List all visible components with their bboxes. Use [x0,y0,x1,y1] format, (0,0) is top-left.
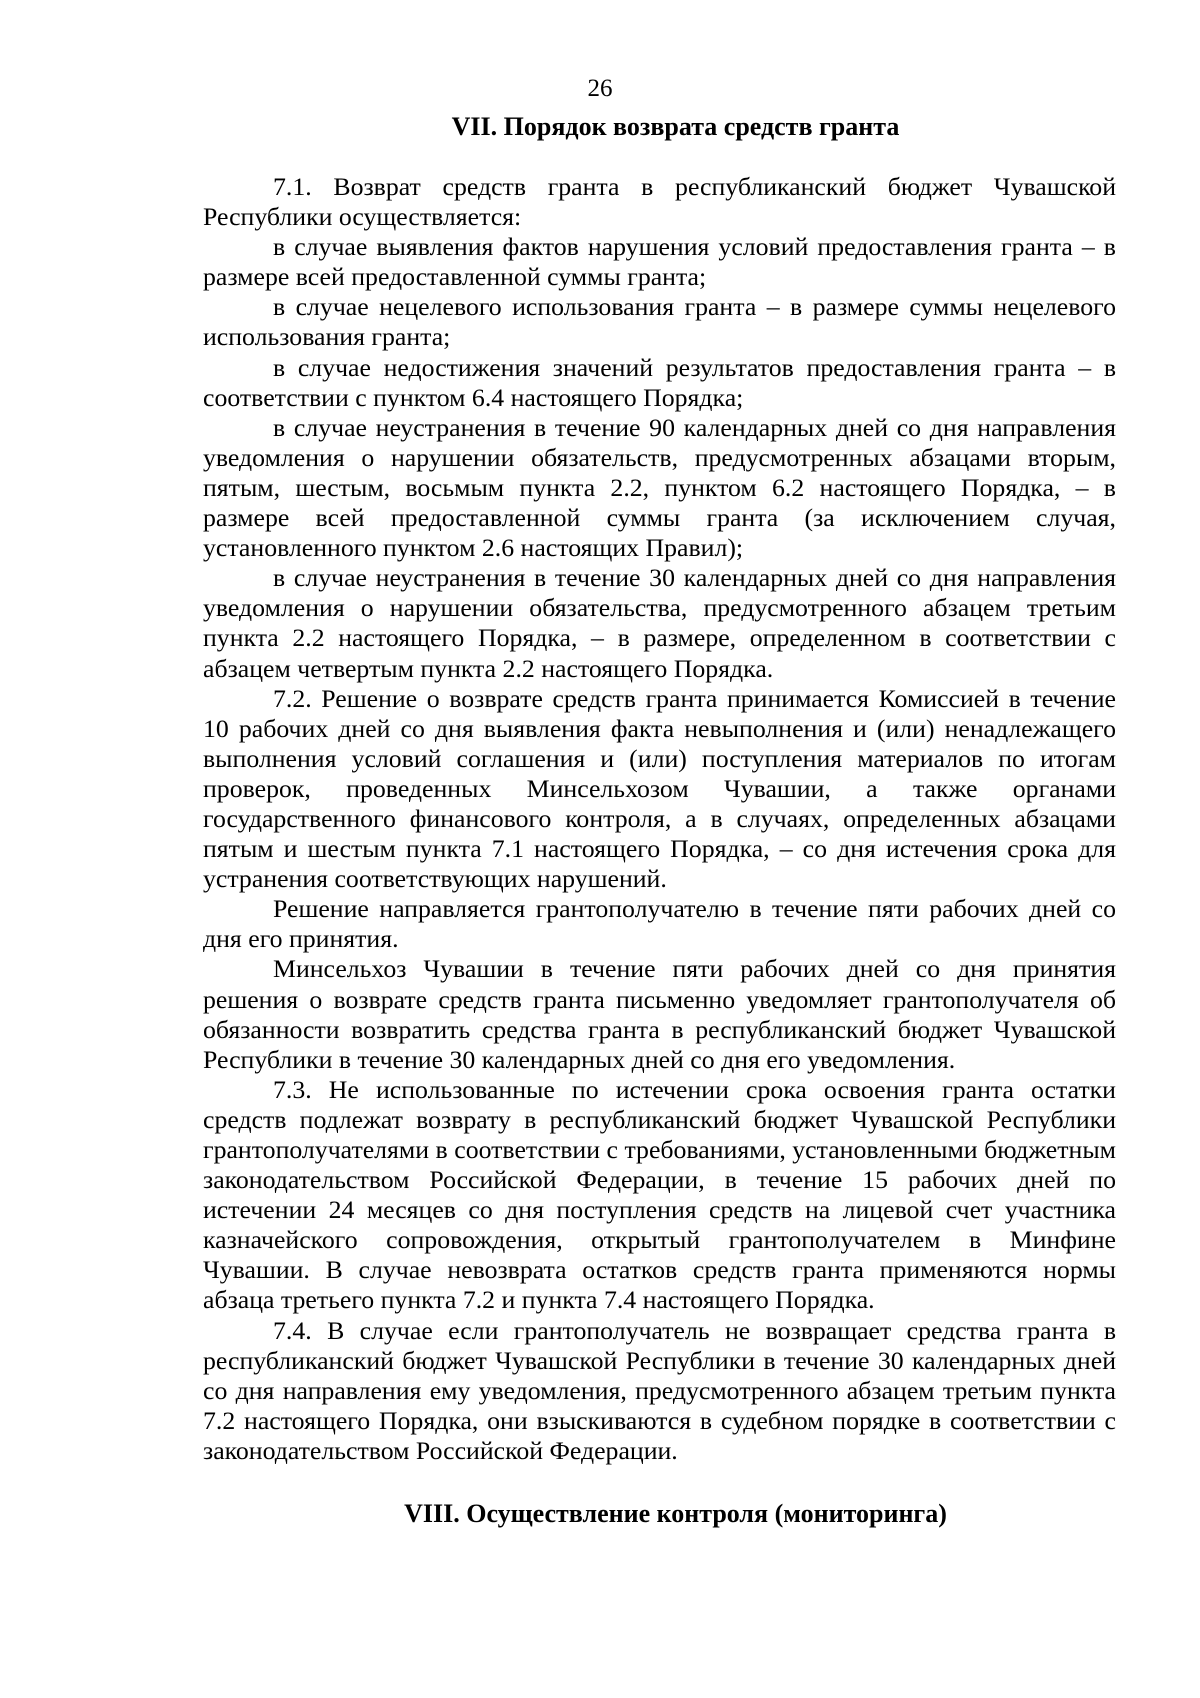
paragraph-case-misuse: в случае нецелевого использования гранта – в размере суммы нецелевого использования гранта; [203,292,1116,352]
paragraph-7-4: 7.4. В случае если грантополучатель не возвращает средства гранта в республиканский бюджет Чувашской Республики в течение 30 календарных дней со дня направления ему уведомления, предусмотренного абзацем третьим пункта 7.2 настоящего Порядка, они взыскиваются в судебном порядке в соответствии с законодательством Российской Федерации. [203,1315,1116,1465]
paragraph-case-results: в случае недостижения значений результатов предоставления гранта – в соответствии с пунктом 6.4 настоящего Порядка; [203,352,1116,412]
next-section-heading: VIII. Осуществление контроля (мониторинга) [404,1499,947,1529]
paragraph-ministry-notice: Минсельхоз Чувашии в течение пяти рабочих дней со дня принятия решения о возврате средств гранта письменно уведомляет грантополучателя об обязанности возвратить средства гранта в республиканский бюджет Чувашской Республики в течение 30 календарных дней со дня его уведомления. [203,954,1116,1074]
page-content [203,112,1116,1529]
paragraph-7-3: 7.3. Не использованные по истечении срока освоения гранта остатки средств подлежат возврату в республиканский бюджет Чувашской Республики грантополучателями в соответствии с требованиями, установленными бюджетным законодательством Российской Федерации, в течение 15 рабочих дней по истечении 24 месяцев со дня поступления средств на лицевой счет участника казначейского сопровождения, открытый грантополучателем в Минфине Чувашии. В случае невозврата остатков средств гранта применяются нормы абзаца третьего пункта 7.2 и пункта 7.4 настоящего Порядка. [203,1074,1116,1315]
paragraph-case-violation: в случае выявления фактов нарушения условий предоставления гранта – в размере всей предоставленной суммы гранта; [203,232,1116,292]
paragraph-7-1: 7.1. Возврат средств гранта в республиканский бюджет Чувашской Республики осуществляется: [203,172,1116,232]
paragraph-case-90-days: в случае неустранения в течение 90 календарных дней со дня направления уведомления о нарушении обязательств, предусмотренных абзацами вторым, пятым, шестым, восьмым пункта 2.2, пунктом 6.2 настоящего Порядка, – в размере всей предоставленной суммы гранта (за исключением случая, установленного пунктом 2.6 настоящих Правил); [203,412,1116,563]
section-heading: VII. Порядок возврата средств гранта [451,112,900,141]
paragraph-case-30-days: в случае неустранения в течение 30 календарных дней со дня направления уведомления о нарушении обязательства, предусмотренного абзацем третьим пункта 2.2 настоящего Порядка, – в размере, определенном в соответствии с абзацем четвертым пункта 2.2 настоящего Порядка. [203,563,1116,683]
paragraph-decision-sent: Решение направляется грантополучателю в течение пяти рабочих дней со дня его принятия. [203,894,1116,954]
page-number: 26 [587,75,613,102]
paragraph-7-2: 7.2. Решение о возврате средств гранта принимается Комиссией в течение 10 рабочих дней со дня выявления факта невыполнения и (или) ненадлежащего выполнения условий соглашения и (или) поступления материалов по итогам проверок, проведенных Минсельхозом Чувашии, а также органами государственного финансового контроля, а в случаях, определенных абзацами пятым и шестым пункта 7.1 настоящего Порядка, – со дня истечения срока для устранения соответствующих нарушений. [203,683,1116,894]
